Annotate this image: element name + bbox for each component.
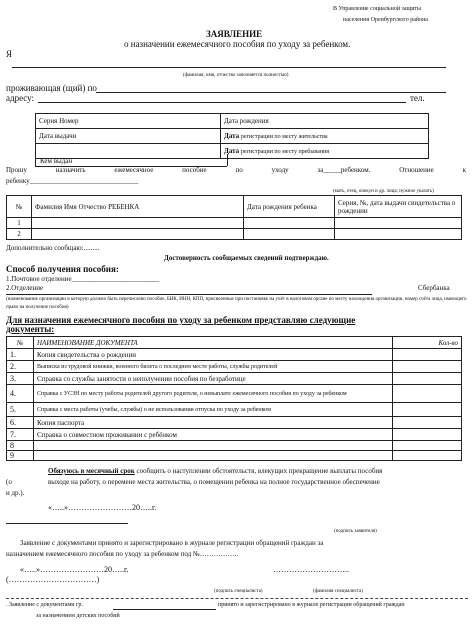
addressee-line-2: населения Оренбургского района bbox=[343, 17, 428, 23]
request-line bbox=[6, 166, 466, 174]
reg-residence-cell[interactable] bbox=[221, 129, 429, 144]
children-table bbox=[6, 195, 462, 240]
reg-stay-cell[interactable] bbox=[221, 144, 429, 159]
children-col-birth: Дата рождения ребенка bbox=[244, 196, 335, 218]
document-qty[interactable] bbox=[393, 385, 462, 403]
children-col-name: Фамилия Имя Отчество РЕБЕНКА bbox=[32, 196, 244, 218]
relation-line[interactable]: ребенку_______________________________ bbox=[6, 177, 139, 185]
request-word: ежемесячное bbox=[114, 166, 154, 174]
obligation-bold: Обязуюсь в месячный срок bbox=[48, 467, 135, 475]
confirmation-text: Достоверность сообщаемых сведений подтверждаю. bbox=[164, 254, 329, 262]
issued-by-border-right bbox=[227, 154, 228, 166]
document-num: 3. bbox=[7, 373, 34, 385]
document-name: Копия паспорта bbox=[34, 417, 393, 429]
applicant-signature-line[interactable] bbox=[6, 523, 128, 524]
name-hint: (фамилия, имя, отчество заполняется полностью) bbox=[183, 73, 289, 78]
documents-table bbox=[6, 336, 462, 461]
reg-stay-bold: Дата bbox=[224, 147, 240, 155]
children-col-cert: Серия, №, дата выдачи свидетельства о рождении bbox=[335, 196, 462, 218]
document-num: 8 bbox=[7, 441, 34, 451]
tear-off-line-2: за назначением детских пособий bbox=[36, 613, 120, 619]
document-qty[interactable] bbox=[393, 451, 462, 461]
document-name: Справка с места работы (учебы, службы) о не использовании отпуска по уходу за ребенком bbox=[34, 403, 393, 417]
reg-residence-bold: Дата bbox=[224, 132, 240, 140]
document-title: ЗАЯВЛЕНИЕ bbox=[206, 29, 263, 39]
obligation-line-1 bbox=[48, 467, 382, 475]
document-num: 2. bbox=[7, 361, 34, 373]
registration-date[interactable]: «…..»……………………20…..г. bbox=[20, 565, 129, 574]
reg-residence-text: регистрации по месту жительства bbox=[240, 134, 328, 140]
addressee-line-1: В Управление социальной защиты bbox=[333, 6, 422, 12]
document-qty[interactable] bbox=[393, 429, 462, 441]
documents-col-num: № bbox=[7, 337, 34, 349]
specialist-signature-hint: (подпись специалиста) bbox=[214, 589, 263, 594]
document-num: 7. bbox=[7, 429, 34, 441]
obligation-rest: сообщить о наступлении обстоятельств, влекущих прекращение выплаты пособия bbox=[134, 467, 383, 475]
tear-off-line-1-right: принято и зарегистрировано в журнале регистрации обращений граждан bbox=[218, 602, 405, 608]
document-name: Копия свидетельства о рождении bbox=[34, 349, 393, 361]
document-subtitle: о назначении ежемесячного пособия по уходу за ребенком. bbox=[124, 39, 351, 49]
residing-label: проживающая (щий) по bbox=[6, 83, 97, 93]
ya-label: Я bbox=[6, 49, 13, 59]
series-number-cell[interactable]: Серия Номер bbox=[36, 114, 221, 129]
request-word: за_____ребенком. bbox=[317, 166, 371, 174]
payment-option-sberbank: Сбербанка bbox=[418, 284, 450, 292]
document-name[interactable] bbox=[34, 451, 393, 461]
document-qty[interactable] bbox=[393, 441, 462, 451]
issue-date-cell[interactable]: Дата выдачи bbox=[36, 129, 221, 144]
document-name: Справка с УСЗН по месту работы родителей другого родителя, о невыплате ежемесячного пособия по уходу за ребенком bbox=[34, 385, 393, 403]
specialist-name-hint: (фамилия специалиста) bbox=[313, 589, 363, 594]
document-qty[interactable] bbox=[393, 417, 462, 429]
address-label: адресу: bbox=[6, 93, 35, 103]
request-word: уходу bbox=[271, 166, 289, 174]
request-word: Прошу bbox=[6, 166, 27, 174]
tear-off-name-line[interactable] bbox=[113, 609, 216, 610]
children-cell[interactable] bbox=[335, 218, 462, 229]
address-line[interactable] bbox=[38, 102, 406, 103]
request-word: назначить bbox=[55, 166, 86, 174]
children-row-num: 2 bbox=[7, 229, 32, 240]
request-word: к bbox=[462, 166, 466, 174]
document-qty[interactable] bbox=[393, 373, 462, 385]
document-qty[interactable] bbox=[393, 403, 462, 417]
payment-option-post[interactable]: 1.Почтовое отделение_________________________ bbox=[6, 275, 160, 283]
tear-off-divider bbox=[6, 598, 468, 599]
documents-col-name: НАИМЕНОВАНИЕ ДОКУМЕНТА bbox=[34, 337, 393, 349]
request-word: по bbox=[235, 166, 243, 174]
relation-hint: (мать, отец, опекун и др. лица; нужное указать) bbox=[333, 189, 434, 194]
documents-heading-2: документы: bbox=[6, 324, 55, 334]
document-name: Справка со службы занятости о неполучении пособия по безработице bbox=[34, 373, 393, 385]
residing-line[interactable] bbox=[96, 92, 446, 93]
registration-paren[interactable]: (……………………………) bbox=[6, 575, 100, 584]
document-name: Выписка из трудовой книжки, военного билета о последнем месте работы, службы родителей bbox=[34, 361, 393, 373]
payment-note: (наименование организации в которую должно быть перечислено пособие, БИК, ИНН, КПП, присвоенные при постановке на учёт в налоговом органе по месту нахождения организации, номер счёта лица, имеющего право на получение пособия) bbox=[6, 297, 467, 310]
registration-dots[interactable]: ……………………….. bbox=[273, 565, 349, 574]
applicant-signature-hint: (подпись заявителя) bbox=[334, 529, 377, 534]
tear-off-line-1: . Заявление с документами гр. bbox=[6, 602, 83, 608]
tel-label: тел. bbox=[410, 93, 425, 103]
payment-heading: Способ получения пособия: bbox=[6, 264, 119, 274]
document-num: 9 bbox=[7, 451, 34, 461]
document-num: 6. bbox=[7, 417, 34, 429]
document-name[interactable] bbox=[34, 441, 393, 451]
registration-line-2: назначением ежемесячного пособия по уходу за ребенком под №…………….. bbox=[6, 550, 239, 558]
children-cell[interactable] bbox=[244, 229, 335, 240]
request-word: Отношение bbox=[399, 166, 434, 174]
documents-col-qty: Кол-во bbox=[393, 337, 462, 349]
obligation-line-3: и др.). bbox=[6, 489, 25, 497]
document-num: 4. bbox=[7, 385, 34, 403]
children-row-num: 1 bbox=[7, 218, 32, 229]
request-word: пособие bbox=[182, 166, 207, 174]
additional-info: Дополнительно сообщаю:......... bbox=[6, 244, 100, 252]
issued-by-label: Кем выдан bbox=[40, 157, 73, 165]
application-date[interactable]: «…..»……………………20…..г. bbox=[48, 503, 157, 512]
reg-stay-text: регистрации по месту пребывания bbox=[240, 149, 329, 155]
passport-table bbox=[35, 113, 429, 159]
children-cell[interactable] bbox=[32, 229, 244, 240]
children-cell[interactable] bbox=[32, 218, 244, 229]
issued-by-border-left bbox=[35, 154, 36, 166]
document-qty[interactable] bbox=[393, 349, 462, 361]
payment-bank-line[interactable] bbox=[6, 294, 372, 295]
children-cell[interactable] bbox=[335, 229, 462, 240]
documents-heading: Для назначения ежемесячного пособия по уходу за ребенком представляю следующие bbox=[6, 315, 356, 325]
birth-date-cell[interactable]: Дата рождения bbox=[221, 114, 429, 129]
document-qty[interactable] bbox=[393, 361, 462, 373]
children-col-num: № bbox=[7, 196, 32, 218]
document-name: Справка о совместном проживании с ребёнком bbox=[34, 429, 393, 441]
payment-option-bank[interactable]: 2.Отделение bbox=[6, 284, 44, 292]
obligation-o: (о bbox=[6, 478, 12, 486]
document-num: 1. bbox=[7, 349, 34, 361]
children-cell[interactable] bbox=[244, 218, 335, 229]
registration-line-1: Заявление с документами принято и зарегистрировано в журнале регистрации обращений граждан за bbox=[20, 539, 324, 547]
document-num: 5. bbox=[7, 403, 34, 417]
obligation-line-2: выходе на работу, о перемене места жительства, о помещении ребенка на полное государственное обеспечение bbox=[48, 478, 380, 486]
name-line[interactable] bbox=[12, 67, 446, 68]
